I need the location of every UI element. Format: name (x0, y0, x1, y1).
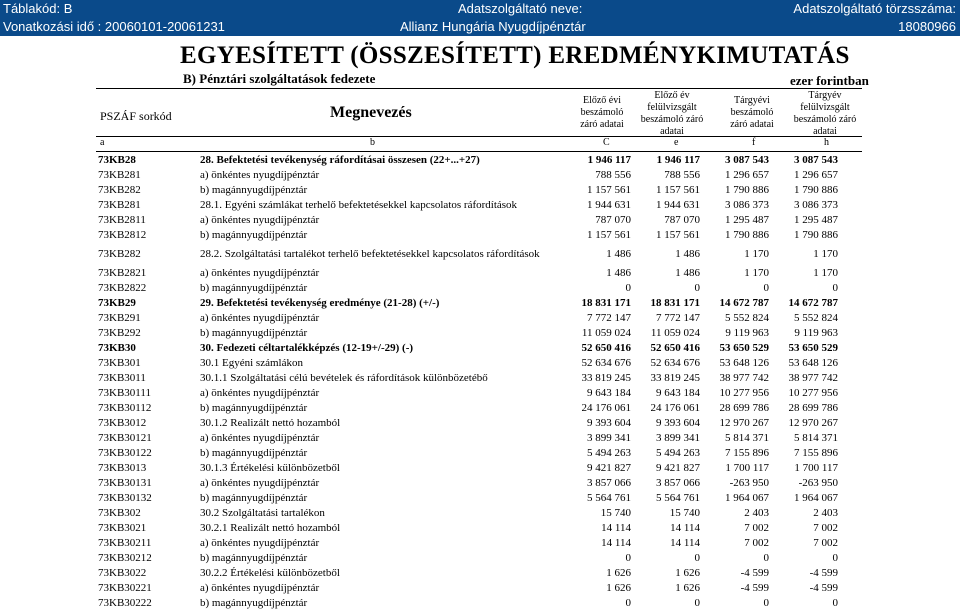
row-code: 73KB30131 (98, 477, 152, 489)
row-name: b) magánnyugdíjpénztár (200, 597, 308, 609)
row-value-h: 12 970 267 (788, 417, 838, 429)
row-value-h: 2 403 (813, 507, 838, 519)
table-row (96, 536, 840, 551)
row-code: 73KB3012 (98, 417, 147, 429)
row-value-f: 53 650 529 (719, 342, 769, 354)
row-value-h: 1 170 (813, 267, 838, 279)
row-name: 30.1 Egyéni számlákon (200, 357, 303, 369)
table-code-label: Táblakód: B (3, 1, 73, 16)
row-name: 30.2.1 Realizált nettó hozamból (200, 522, 341, 534)
reference-period: Vonatkozási idő : 20060101-20061231 (3, 19, 225, 34)
row-code: 73KB28 (98, 154, 136, 166)
row-value-h: 1 964 067 (794, 492, 838, 504)
provider-name-label: Adatszolgáltató neve: (458, 1, 583, 16)
table-row (96, 243, 840, 266)
row-value-c: 0 (625, 552, 631, 564)
row-code: 73KB30211 (98, 537, 152, 549)
table-row (96, 213, 840, 228)
row-name: 28. Befektetési tevékenység ráfordításai összesen (22+...+27) (200, 154, 480, 166)
table-row (96, 476, 840, 491)
row-value-e: 14 114 (670, 522, 700, 534)
column-header-f: Tárgyévi beszámoló záró adatai (730, 95, 774, 130)
row-value-c: 9 421 827 (587, 462, 631, 474)
row-value-f: 1 964 067 (725, 492, 769, 504)
row-value-f: 7 002 (744, 537, 769, 549)
row-value-e: 24 176 061 (650, 402, 700, 414)
row-code: 73KB30132 (98, 492, 152, 504)
row-code: 73KB3013 (98, 462, 147, 474)
row-value-f: 0 (763, 282, 769, 294)
table-row (96, 153, 840, 168)
row-value-c: 52 634 676 (581, 357, 631, 369)
row-value-e: 1 626 (675, 582, 700, 594)
table-row (96, 446, 840, 461)
row-value-h: -4 599 (809, 582, 838, 594)
row-value-e: 3 857 066 (656, 477, 700, 489)
row-value-f: -4 599 (740, 567, 769, 579)
row-value-c: 1 944 631 (587, 199, 631, 211)
row-code: 73KB30111 (98, 387, 151, 399)
row-name: b) magánnyugdíjpénztár (200, 327, 308, 339)
row-value-h: 1 700 117 (794, 462, 838, 474)
column-header-c: Előző évi beszámoló záró adatai (580, 95, 624, 130)
row-value-c: 1 157 561 (587, 229, 631, 241)
row-value-c: 1 486 (606, 267, 631, 279)
row-code: 73KB302 (98, 507, 141, 519)
row-value-e: 14 114 (670, 537, 700, 549)
row-value-f: 7 002 (744, 522, 769, 534)
provider-name: Allianz Hungária Nyugdíjpénztár (400, 19, 586, 34)
row-value-e: 787 070 (664, 214, 700, 226)
row-value-f: 1 296 657 (725, 169, 769, 181)
header-bottom-rule (96, 151, 862, 152)
row-value-h: 5 552 824 (794, 312, 838, 324)
row-value-f: 7 155 896 (725, 447, 769, 459)
row-value-f: 28 699 786 (719, 402, 769, 414)
row-value-c: 11 059 024 (581, 327, 631, 339)
row-value-e: 52 634 676 (650, 357, 700, 369)
row-value-e: 1 486 (675, 267, 700, 279)
report-title: EGYESÍTETT (ÖSSZESÍTETT) EREDMÉNYKIMUTATÁS (180, 42, 850, 69)
row-value-h: 1 790 886 (794, 229, 838, 241)
table-row (96, 491, 840, 506)
row-value-c: 9 393 604 (587, 417, 631, 429)
row-value-h: -4 599 (809, 567, 838, 579)
row-value-e: 52 650 416 (650, 342, 700, 354)
row-value-e: 9 393 604 (656, 417, 700, 429)
table-row (96, 521, 840, 536)
table-row (96, 198, 840, 213)
row-value-h: 1 295 487 (794, 214, 838, 226)
row-code: 73KB282 (98, 184, 141, 196)
table-row (96, 416, 840, 431)
table-row (96, 431, 840, 446)
row-code: 73KB3022 (98, 567, 147, 579)
row-value-h: 1 790 886 (794, 184, 838, 196)
row-value-c: 33 819 245 (581, 372, 631, 384)
row-name: 28.1. Egyéni számlákat terhelő befektetésekkel kapcsolatos ráfordítások (200, 199, 518, 211)
row-value-h: 7 002 (813, 522, 838, 534)
row-value-h: 0 (832, 597, 838, 609)
row-code: 73KB30212 (98, 552, 152, 564)
row-code: 73KB30 (98, 342, 136, 354)
row-value-e: 33 819 245 (650, 372, 700, 384)
row-value-c: 788 556 (595, 169, 631, 181)
row-code: 73KB30121 (98, 432, 152, 444)
table-row (96, 506, 840, 521)
row-code: 73KB2812 (98, 229, 147, 241)
row-code: 73KB30122 (98, 447, 152, 459)
row-value-c: 5 494 263 (587, 447, 631, 459)
table-row (96, 183, 840, 198)
table-row (96, 296, 840, 311)
row-value-h: 53 648 126 (788, 357, 838, 369)
row-value-e: 5 564 761 (656, 492, 700, 504)
row-name: b) magánnyugdíjpénztár (200, 229, 308, 241)
row-value-c: 1 486 (606, 248, 631, 260)
row-value-h: 7 002 (813, 537, 838, 549)
table-row (96, 401, 840, 416)
table-row (96, 228, 840, 243)
row-name: 28.2. Szolgáltatási tartalékot terhelő befektetésekkel kapcsolatos ráfordítások (200, 248, 540, 260)
row-value-f: 5 814 371 (725, 432, 769, 444)
row-value-h: 53 650 529 (788, 342, 838, 354)
row-value-f: 9 119 963 (725, 327, 769, 339)
row-name: 30. Fedezeti céltartalékképzés (12-19+/-29) (-) (200, 342, 414, 354)
row-code: 73KB301 (98, 357, 141, 369)
row-value-h: 28 699 786 (788, 402, 838, 414)
row-value-h: 10 277 956 (788, 387, 838, 399)
top-bar-line-2 (0, 18, 960, 36)
row-value-h: 5 814 371 (794, 432, 838, 444)
header-mid-rule (96, 136, 862, 137)
row-value-f: 1 170 (744, 267, 769, 279)
report-subtitle: B) Pénztári szolgáltatások fedezete (183, 71, 376, 86)
row-name: b) magánnyugdíjpénztár (200, 184, 308, 196)
table-row (96, 168, 840, 183)
row-value-f: 1 170 (744, 248, 769, 260)
row-code: 73KB29 (98, 297, 136, 309)
row-name: b) magánnyugdíjpénztár (200, 447, 308, 459)
row-code: 73KB30222 (98, 597, 152, 609)
table-row (96, 281, 840, 296)
row-value-f: 12 970 267 (719, 417, 769, 429)
row-value-e: 0 (694, 597, 700, 609)
row-value-h: 38 977 742 (788, 372, 838, 384)
provider-id: 18080966 (898, 19, 956, 34)
table-row (96, 566, 840, 581)
table-row (96, 326, 840, 341)
row-code: 73KB30112 (98, 402, 152, 414)
column-letter-h: h (824, 137, 829, 148)
column-letter-e: e (674, 137, 679, 148)
row-value-f: 0 (763, 552, 769, 564)
row-code: 73KB292 (98, 327, 141, 339)
row-value-e: 9 421 827 (656, 462, 700, 474)
row-value-e: 0 (694, 552, 700, 564)
row-value-c: 52 650 416 (581, 342, 631, 354)
table-row (96, 371, 840, 386)
table-row (96, 386, 840, 401)
row-value-f: 1 790 886 (725, 184, 769, 196)
table-row (96, 311, 840, 326)
row-value-f: 1 700 117 (725, 462, 769, 474)
row-value-e: 18 831 171 (650, 297, 700, 309)
row-value-f: 3 086 373 (725, 199, 769, 211)
row-name: b) magánnyugdíjpénztár (200, 282, 308, 294)
row-value-e: 788 556 (664, 169, 700, 181)
row-code: 73KB282 (98, 248, 141, 260)
row-value-e: 15 740 (669, 507, 700, 519)
row-value-e: 1 157 561 (656, 184, 700, 196)
row-name: 30.1.2 Realizált nettó hozamból (200, 417, 341, 429)
row-value-c: 3 857 066 (587, 477, 631, 489)
row-code: 73KB2821 (98, 267, 147, 279)
row-value-h: -263 950 (798, 477, 838, 489)
row-value-c: 24 176 061 (581, 402, 631, 414)
row-code: 73KB3021 (98, 522, 147, 534)
row-value-f: 14 672 787 (719, 297, 769, 309)
row-value-f: 3 087 543 (725, 154, 769, 166)
row-value-e: 3 899 341 (656, 432, 700, 444)
unit-label: ezer forintban (790, 73, 869, 88)
row-name: a) önkéntes nyugdíjpénztár (200, 582, 320, 594)
row-code: 73KB281 (98, 199, 141, 211)
row-name: a) önkéntes nyugdíjpénztár (200, 267, 320, 279)
row-value-f: 38 977 742 (719, 372, 769, 384)
row-value-e: 1 944 631 (656, 199, 700, 211)
row-value-f: -263 950 (729, 477, 769, 489)
row-value-h: 7 155 896 (794, 447, 838, 459)
row-value-h: 3 087 543 (794, 154, 838, 166)
row-value-e: 9 643 184 (656, 387, 700, 399)
row-name: a) önkéntes nyugdíjpénztár (200, 169, 320, 181)
table-row (96, 266, 840, 281)
row-name: b) magánnyugdíjpénztár (200, 552, 308, 564)
row-value-h: 0 (832, 282, 838, 294)
row-name: a) önkéntes nyugdíjpénztár (200, 387, 320, 399)
row-code: 73KB30221 (98, 582, 152, 594)
row-value-e: 11 059 024 (650, 327, 700, 339)
table-row (96, 581, 840, 596)
row-value-h: 1 296 657 (794, 169, 838, 181)
row-value-e: 0 (694, 282, 700, 294)
row-value-f: 0 (763, 597, 769, 609)
row-value-c: 14 114 (601, 522, 631, 534)
row-code: 73KB281 (98, 169, 141, 181)
row-value-e: 7 772 147 (656, 312, 700, 324)
column-header-code: PSZÁF sorkód (100, 109, 172, 123)
row-value-h: 3 086 373 (794, 199, 838, 211)
row-value-f: -4 599 (740, 582, 769, 594)
row-value-h: 0 (832, 552, 838, 564)
top-bar-line-1 (0, 0, 960, 18)
row-name: a) önkéntes nyugdíjpénztár (200, 214, 320, 226)
row-name: b) magánnyugdíjpénztár (200, 492, 308, 504)
row-value-e: 1 486 (675, 248, 700, 260)
row-value-c: 15 740 (600, 507, 631, 519)
row-value-c: 1 626 (606, 567, 631, 579)
row-value-f: 2 403 (744, 507, 769, 519)
row-name: a) önkéntes nyugdíjpénztár (200, 477, 320, 489)
row-name: b) magánnyugdíjpénztár (200, 402, 308, 414)
row-name: 30.2 Szolgáltatási tartalékon (200, 507, 325, 519)
row-value-e: 5 494 263 (656, 447, 700, 459)
income-statement-table (96, 153, 840, 611)
column-letter-b: b (370, 137, 375, 148)
table-row (96, 356, 840, 371)
row-name: a) önkéntes nyugdíjpénztár (200, 537, 320, 549)
header-top-rule (96, 88, 862, 89)
row-value-c: 1 946 117 (587, 154, 631, 166)
row-name: 30.1.1 Szolgáltatási célú bevételek és ráfordítások különbözetébő (200, 372, 488, 384)
table-row (96, 596, 840, 611)
row-value-c: 1 626 (606, 582, 631, 594)
row-code: 73KB3011 (98, 372, 146, 384)
row-name: 30.1.3 Értékelési különbözetből (200, 462, 340, 474)
row-value-e: 1 157 561 (656, 229, 700, 241)
column-letter-f: f (752, 137, 756, 148)
column-letter-c: C (603, 137, 610, 148)
row-value-h: 14 672 787 (788, 297, 838, 309)
row-value-c: 14 114 (601, 537, 631, 549)
row-name: a) önkéntes nyugdíjpénztár (200, 312, 320, 324)
row-value-c: 787 070 (595, 214, 631, 226)
column-header-h: Tárgyév felülvizsgált beszámoló záró adatai (793, 90, 857, 137)
row-value-h: 9 119 963 (794, 327, 838, 339)
row-value-h: 1 170 (813, 248, 838, 260)
row-code: 73KB2811 (98, 214, 146, 226)
row-value-f: 5 552 824 (725, 312, 769, 324)
row-value-e: 1 626 (675, 567, 700, 579)
table-row (96, 551, 840, 566)
row-value-c: 9 643 184 (587, 387, 631, 399)
row-value-f: 10 277 956 (719, 387, 769, 399)
row-value-c: 5 564 761 (587, 492, 631, 504)
table-row (96, 341, 840, 356)
provider-id-label: Adatszolgáltató törzsszáma: (793, 1, 956, 16)
row-name: 30.2.2 Értékelési különbözetből (200, 567, 340, 579)
row-value-e: 1 946 117 (656, 154, 700, 166)
row-value-f: 53 648 126 (719, 357, 769, 369)
column-header-e: Előző év felülvizsgált beszámoló záró adatai (640, 90, 704, 137)
row-name: a) önkéntes nyugdíjpénztár (200, 432, 320, 444)
row-name: 29. Befektetési tevékenység eredménye (21-28) (+/-) (200, 297, 440, 309)
column-header-name: Megnevezés (330, 104, 412, 121)
row-value-c: 3 899 341 (587, 432, 631, 444)
column-letter-a: a (100, 137, 105, 148)
row-code: 73KB291 (98, 312, 141, 324)
row-value-c: 7 772 147 (587, 312, 631, 324)
row-value-f: 1 790 886 (725, 229, 769, 241)
table-row (96, 461, 840, 476)
row-value-c: 1 157 561 (587, 184, 631, 196)
row-value-c: 0 (625, 282, 631, 294)
row-value-c: 0 (625, 597, 631, 609)
row-code: 73KB2822 (98, 282, 147, 294)
row-value-f: 1 295 487 (725, 214, 769, 226)
row-value-c: 18 831 171 (581, 297, 631, 309)
